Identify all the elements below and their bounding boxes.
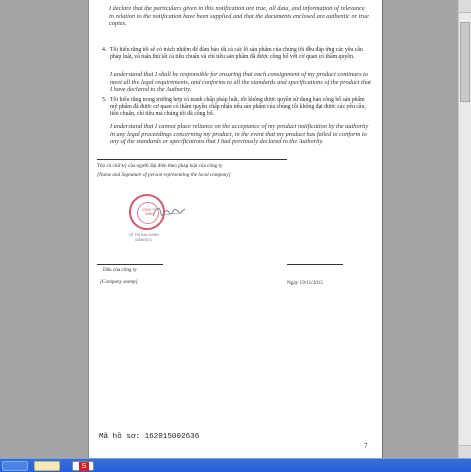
scroll-down-arrow[interactable] bbox=[459, 445, 471, 458]
document-date: Ngày 19/11/2015 bbox=[287, 280, 323, 286]
signature-label-vn: Tên và chữ ký của người đại diện theo pháp luật của công ty bbox=[97, 163, 223, 169]
document-page bbox=[89, 0, 382, 458]
page-number: 7 bbox=[364, 442, 368, 450]
app-icon: S bbox=[79, 462, 89, 471]
vertical-scrollbar[interactable] bbox=[458, 0, 471, 458]
scroll-thumb[interactable] bbox=[460, 22, 470, 102]
item-4-english: I understand that I shall be responsible for ensuring that each consignment of my product continues to meet all the legal requirements, and conforms to all the standards and specifications of the product that I have declared to the Authority. bbox=[110, 71, 371, 94]
item-5-vietnamese: Tôi hiểu rằng trong trường hợp có tranh chấp pháp luật, tôi không được quyền sử dụng bản công bố sản phẩm mỹ phẩm đã được cơ quan có thẩm quyền chấp nhận nếu sản phẩm của chúng tôi không đạt được các yêu cầu, tiêu chuẩn, chỉ tiêu mà chúng tôi đã công bố. bbox=[110, 97, 366, 118]
item-4-number: 4. bbox=[102, 47, 107, 53]
date-line bbox=[287, 264, 343, 265]
signature-label-en: [Name and Signature of person representing the local company] bbox=[97, 172, 231, 178]
scroll-up-arrow[interactable] bbox=[459, 0, 471, 13]
signer-title: GIÁM ĐỐC bbox=[135, 238, 153, 242]
item-5-number: 5. bbox=[102, 97, 107, 103]
taskbar-app-button[interactable] bbox=[2, 461, 28, 471]
signer-name: LÊ THỊ KIM OANH bbox=[129, 233, 159, 237]
signature-line bbox=[97, 159, 287, 160]
taskbar-folder-button[interactable] bbox=[34, 461, 60, 471]
company-stamp-label-vn: Dấu của công ty bbox=[103, 267, 137, 273]
file-number: Mã hồ sơ: 162015002636 bbox=[99, 433, 200, 441]
taskbar bbox=[0, 458, 471, 472]
company-stamp-label-en: [Company stamp] bbox=[100, 279, 138, 285]
declaration-intro: I declare that the particulars given in this notification are true, all data, and information of relevance in relation to the notification have been supplied and that the documents enclosed are authentic or true copies. bbox=[109, 5, 369, 28]
seal-text: CÔNG TY TNHH bbox=[141, 208, 157, 216]
item-4-vietnamese: Tôi hiểu rằng tôi sẽ có trách nhiệm để đảm bảo tất cả các lô sản phẩm của chúng tôi đều đáp ứng các yêu cầu pháp luật, và tuân thủ tất cả tiêu chuẩn và chỉ tiêu sản phẩm đã được công bố với cơ quan có thẩm quyền. bbox=[110, 47, 363, 61]
company-stamp-line bbox=[97, 264, 163, 265]
item-5-english: I understand that I cannot place reliance on the acceptance of my product notification by the authority in any legal proceedings concerning my product, in the event that my product has failed to conform to any of the standards or specifications that I had previously declared to the Authority. bbox=[110, 123, 369, 146]
taskbar-active-app-button[interactable] bbox=[72, 461, 94, 471]
